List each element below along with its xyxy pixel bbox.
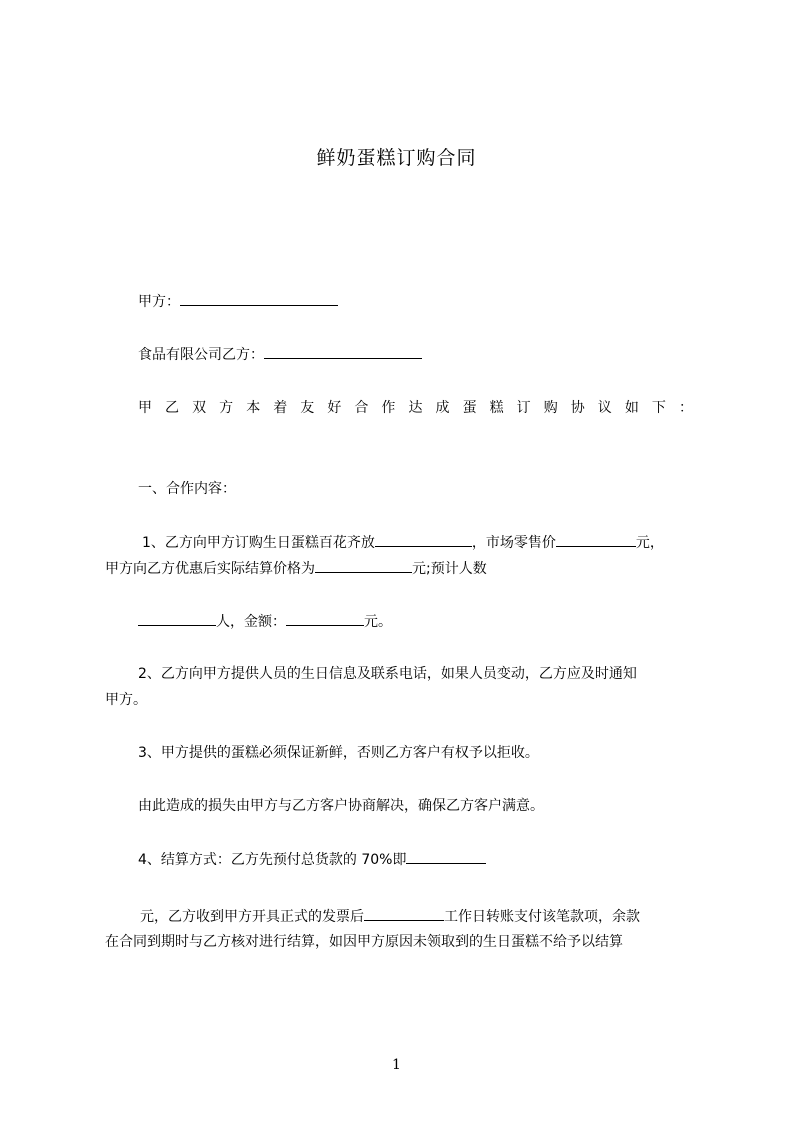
item-4-line-1 bbox=[138, 850, 486, 869]
item-3-line-2: 由此造成的损失由甲方与乙方客户协商解决，确保乙方客户满意。 bbox=[138, 798, 544, 814]
intro-char: 甲 bbox=[138, 400, 152, 416]
intro-char: 着 bbox=[273, 400, 288, 416]
intro-char: 蛋 bbox=[462, 400, 477, 416]
intro-char: 友 bbox=[300, 400, 315, 416]
intro-char: 本 bbox=[246, 400, 261, 416]
document-title: 鲜奶蛋糕订购合同 bbox=[316, 147, 477, 169]
intro-char: 购 bbox=[543, 400, 558, 416]
intro-paragraph bbox=[138, 399, 693, 417]
item-1-line-2 bbox=[105, 559, 487, 578]
item-4-text-b: 元，乙方收到甲方开具正式的发票后 bbox=[140, 909, 364, 925]
item-1-blank-product bbox=[375, 533, 472, 547]
party-a-line bbox=[138, 292, 338, 311]
item-1-text-g: 元。 bbox=[364, 614, 392, 630]
intro-char: 乙 bbox=[165, 400, 180, 416]
intro-char: 协 bbox=[570, 400, 585, 416]
party-b-label: 食品有限公司乙方： bbox=[138, 347, 264, 363]
intro-char: 订 bbox=[516, 400, 531, 416]
item-1-text-d: 甲方向乙方优惠后实际结算价格为 bbox=[105, 561, 315, 577]
item-1-text-a: 1、乙方向甲方订购生日蛋糕百花齐放 bbox=[142, 535, 375, 551]
item-1-text-f: 人，金额： bbox=[216, 614, 286, 630]
intro-char: 议 bbox=[597, 400, 612, 416]
intro-char: 如 bbox=[624, 400, 639, 416]
item-4-text-c: 工作日转账支付该笔款项，余款 bbox=[444, 909, 640, 925]
intro-char: 成 bbox=[435, 400, 450, 416]
item-3-line-1: 3、甲方提供的蛋糕必须保证新鲜，否则乙方客户有权予以拒收。 bbox=[138, 745, 539, 761]
page-number: 1 bbox=[392, 1057, 401, 1073]
intro-char: 下 bbox=[651, 400, 666, 416]
item-1-line-3 bbox=[138, 612, 392, 631]
intro-char: 达 bbox=[408, 400, 423, 416]
intro-char: 作 bbox=[381, 400, 396, 416]
section-1-heading: 一、合作内容： bbox=[138, 481, 236, 497]
item-1-line-1 bbox=[142, 533, 664, 552]
item-1-text-b: ，市场零售价 bbox=[471, 535, 556, 551]
item-1-text-c: 元， bbox=[635, 535, 664, 551]
intro-char: ： bbox=[678, 400, 693, 416]
item-2-line-1: 2、乙方向甲方提供人员的生日信息及联系电话，如果人员变动，乙方应及时通知 bbox=[138, 666, 637, 682]
item-4-line-3: 在合同到期时与乙方核对进行结算，如因甲方原因未领取到的生日蛋糕不给予以结算 bbox=[105, 934, 623, 950]
item-4-blank-prepay bbox=[406, 850, 486, 864]
item-1-blank-headcount bbox=[138, 612, 216, 626]
intro-char: 好 bbox=[327, 400, 342, 416]
party-a-blank bbox=[180, 292, 338, 306]
party-a-label: 甲方： bbox=[138, 294, 180, 310]
item-1-blank-retail-price bbox=[556, 533, 636, 547]
party-b-blank bbox=[264, 345, 422, 359]
intro-char: 双 bbox=[192, 400, 207, 416]
item-1-blank-settle-price bbox=[315, 559, 412, 573]
item-1-blank-amount bbox=[286, 612, 364, 626]
party-b-line bbox=[138, 345, 422, 364]
item-1-text-e: 元;预计人数 bbox=[412, 561, 487, 577]
intro-char: 糕 bbox=[489, 400, 504, 416]
item-4-line-2 bbox=[140, 907, 640, 926]
intro-char: 合 bbox=[354, 400, 369, 416]
item-4-blank-workdays bbox=[364, 907, 444, 921]
item-2-line-2: 甲方。 bbox=[105, 692, 147, 708]
intro-char: 方 bbox=[219, 400, 234, 416]
item-4-text-a: 4、结算方式：乙方先预付总货款的 70%即 bbox=[138, 852, 407, 868]
